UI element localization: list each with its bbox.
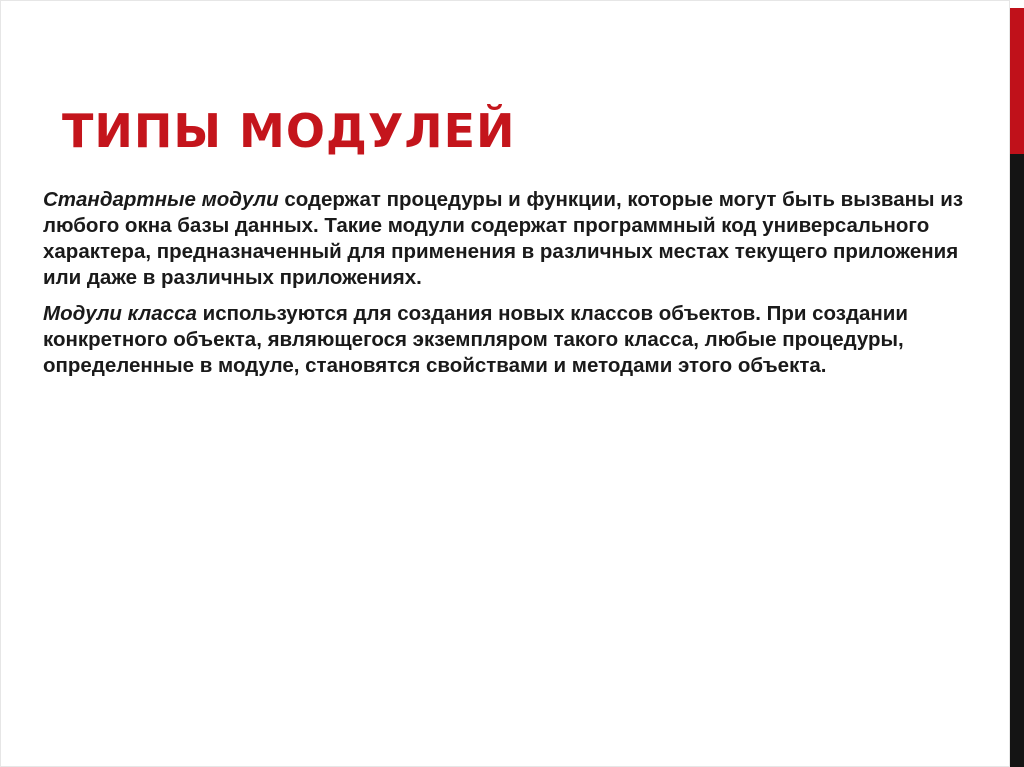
paragraph-standard-modules (43, 187, 978, 291)
term-standard-modules: Стандартные модули (43, 188, 279, 211)
slide-title: ТИПЫ МОДУЛЕЙ (62, 104, 516, 158)
side-accent-strip (1010, 0, 1024, 767)
strip-top-segment (1010, 0, 1024, 8)
slide-body (43, 187, 978, 389)
paragraph-standard-modules-text: содержат процедуры и функции, которые могут быть вызваны из любого окна базы данных. Такие модули содержат программный код универсального характера, предназначенный для применения в различных местах текущего приложения или даже в различных приложениях. (43, 188, 964, 289)
paragraph-class-modules-text: используются для создания новых классов объектов. При создании конкретного объекта, являющегося экземпляром такого класса, любые процедуры, определенные в модуле, становятся свойствами и методами этого объекта. (43, 302, 908, 377)
strip-dark-segment (1010, 154, 1024, 767)
strip-red-segment (1010, 8, 1024, 154)
term-class-modules: Модули класса (43, 302, 197, 325)
paragraph-class-modules (43, 301, 978, 379)
